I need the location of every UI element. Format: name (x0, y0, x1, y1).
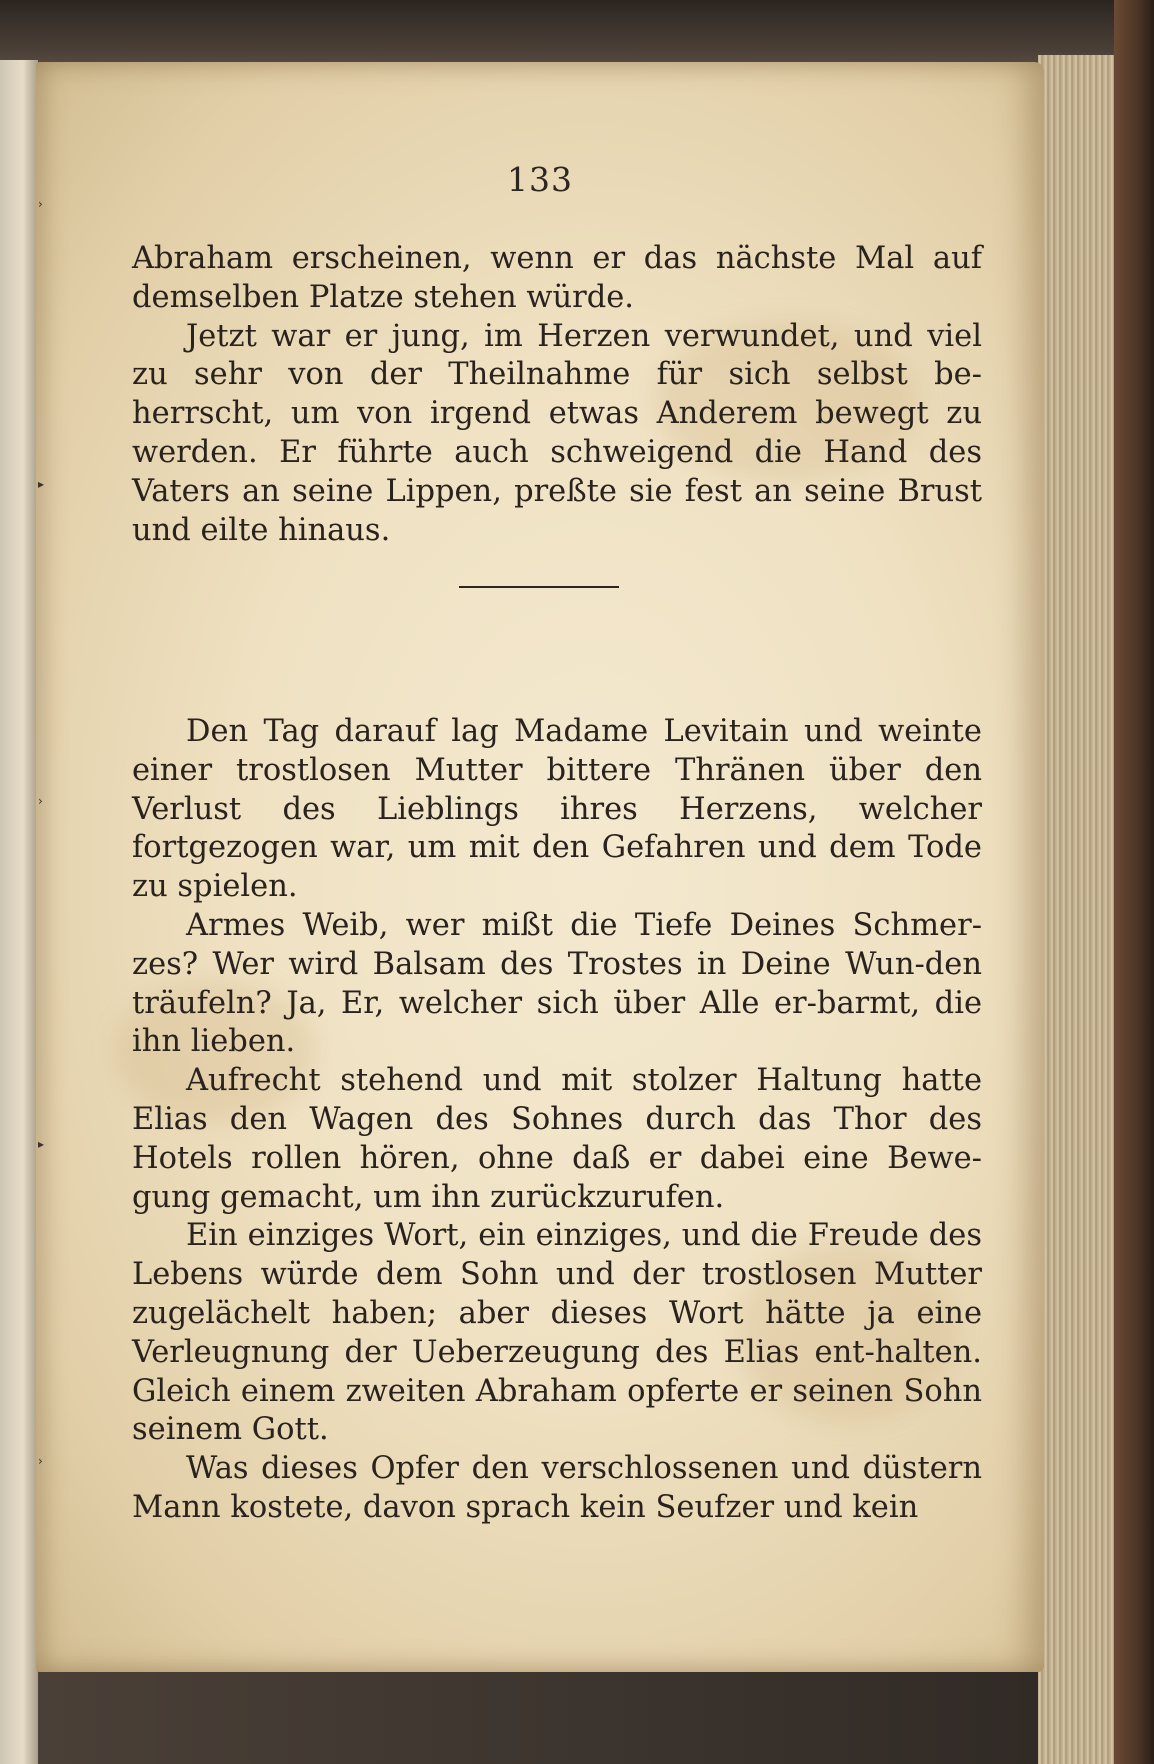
margin-mark: › (38, 197, 43, 211)
book-cover-edge (0, 0, 1154, 70)
paragraph: Den Tag darauf lag Madame Levitain und weinte einer trostlosen Mutter bittere Thränen über den Verlust des Lieblings ihres Herzens, welcher fortgezogen war, um mit den Gefahren und dem Tode zu spielen. (132, 714, 982, 905)
margin-mark: › (38, 794, 43, 808)
margin-mark: › (38, 1454, 43, 1468)
previous-page-edge (0, 60, 38, 1764)
margin-mark: ▸ (38, 477, 45, 491)
section-divider (459, 586, 619, 588)
book-binding (1114, 0, 1154, 1764)
paragraph: Armes Weib, wer mißt die Tiefe Deines Schmer-zes? Wer wird Balsam des Trostes in Deine Wun-den träufeln? Ja, Er, welcher sich über Alle er-barmt, die ihn lieben. (132, 907, 982, 1060)
page-number: 133 (507, 160, 573, 199)
book-page (36, 62, 1044, 1672)
paragraph: Was dieses Opfer den verschlossenen und düstern Mann kostete, davon sprach kein Seufzer und kein (132, 1451, 982, 1525)
paragraph: Jetzt war er jung, im Herzen verwundet, und viel zu sehr von der Theilnahme für sich selbst be-herrscht, um von irgend etwas Anderem bewegt zu werden. Er führte auch schweigend die Hand des Vaters an seine Lippen, preßte sie fest an seine Brust und eilte hinaus. (132, 318, 982, 548)
paragraph: Aufrecht stehend und mit stolzer Haltung hatte Elias den Wagen des Sohnes durch das Thor des Hotels rollen hören, ohne daß er dabei eine Bewe-gung gemacht, um ihn zurückzurufen. (132, 1063, 982, 1215)
paragraph: Ein einziges Wort, ein einziges, und die Freude des Lebens würde dem Sohn und der trostlosen Mutter zugelächelt haben; aber dieses Wort hätte ja eine Verleugnung der Ueberzeugung des Elias ent-halten. Gleich einem zweiten Abraham opferte er seinen Sohn seinem Gott. (132, 1218, 982, 1448)
text-block-top (132, 240, 982, 550)
text-block-bottom (132, 713, 982, 1528)
margin-mark: ▸ (38, 1137, 45, 1151)
paragraph: Abraham erscheinen, wenn er das nächste Mal auf demselben Platze stehen würde. (132, 241, 982, 315)
